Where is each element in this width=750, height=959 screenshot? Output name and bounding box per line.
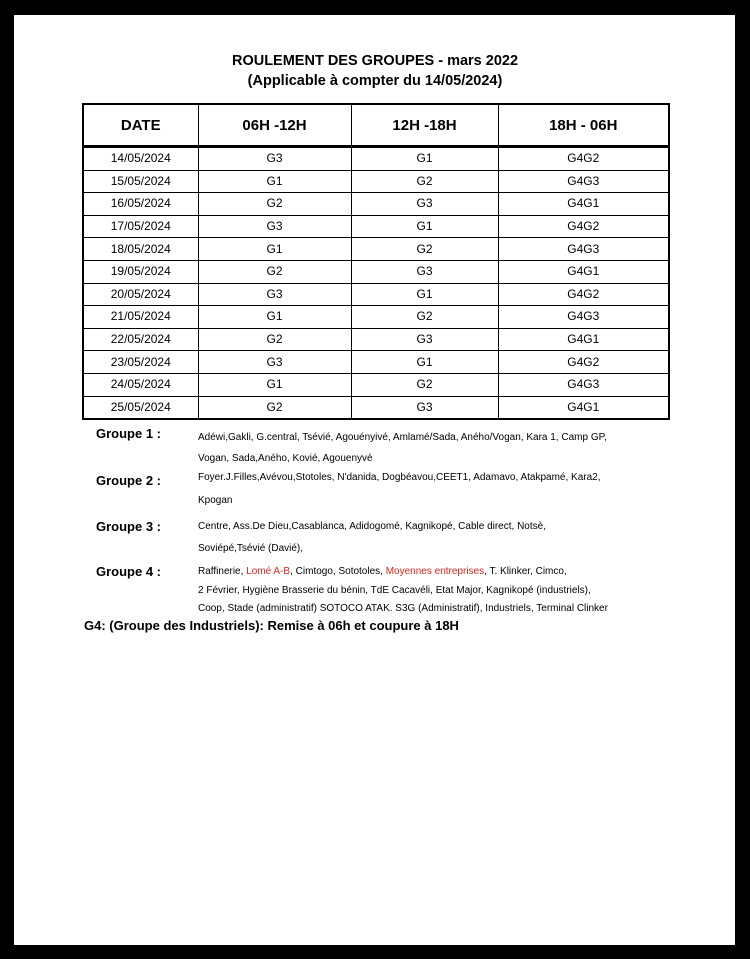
table-row bbox=[83, 238, 669, 261]
shift-cell: G3 bbox=[351, 396, 498, 419]
table-row bbox=[83, 147, 669, 171]
group-1-label: Groupe 1 : bbox=[96, 426, 162, 441]
group-2-line-1: Foyer.J.Filles,Avévou,Stotoles, N'danida, Dogbéavou,CEET1, Adamavo, Atakpamé, Kara2, bbox=[198, 472, 601, 483]
table-row bbox=[83, 283, 669, 306]
shift-cell: G4G3 bbox=[498, 373, 669, 396]
shift-cell: G1 bbox=[351, 283, 498, 306]
table-row bbox=[83, 328, 669, 351]
shift-cell: G2 bbox=[198, 260, 351, 283]
shift-cell: G4G1 bbox=[498, 396, 669, 419]
shift-cell: G3 bbox=[351, 328, 498, 351]
group-1-line-2: Vogan, Sada,Aného, Kovié, Agouenyvé bbox=[198, 453, 373, 464]
group-4-highlight-lome: Lomé A-B bbox=[246, 566, 291, 577]
table-row bbox=[83, 193, 669, 216]
date-cell: 15/05/2024 bbox=[83, 170, 198, 193]
group-4-text: Raffinerie, bbox=[198, 566, 247, 577]
column-header-shift-afternoon: 12H -18H bbox=[351, 104, 498, 147]
shift-cell: G4G1 bbox=[498, 193, 669, 216]
date-cell: 18/05/2024 bbox=[83, 238, 198, 261]
date-cell: 16/05/2024 bbox=[83, 193, 198, 216]
document-subtitle: (Applicable à compter du 14/05/2024) bbox=[247, 73, 503, 89]
shift-cell: G2 bbox=[351, 170, 498, 193]
shift-cell: G3 bbox=[198, 283, 351, 306]
group-3-label: Groupe 3 : bbox=[96, 519, 162, 534]
group-4-line-2: 2 Février, Hygiène Brasserie du bénin, TdE Cacavéli, Etat Major, Kagnikopé (industriels), bbox=[198, 585, 591, 596]
table-header-row bbox=[83, 104, 669, 147]
group-1-line-1: Adéwi,Gakli, G.central, Tsévié, Agouényivé, Amlamé/Sada, Aného/Vogan, Kara 1, Camp GP, bbox=[198, 432, 607, 443]
column-header-shift-morning: 06H -12H bbox=[198, 104, 351, 147]
group-4-text: , Cimtogo, Sototoles, bbox=[290, 566, 386, 577]
group-4-line-1 bbox=[198, 566, 567, 577]
shift-cell: G3 bbox=[198, 147, 351, 171]
date-cell: 20/05/2024 bbox=[83, 283, 198, 306]
shift-cell: G4G1 bbox=[498, 328, 669, 351]
group-4-line-3: Coop, Stade (administratif) SOTOCO ATAK. S3G (Administratif), Industriels, Terminal Clinker bbox=[198, 603, 608, 614]
shift-cell: G4G3 bbox=[498, 306, 669, 329]
shift-cell: G4G2 bbox=[498, 351, 669, 374]
table-row bbox=[83, 373, 669, 396]
date-cell: 19/05/2024 bbox=[83, 260, 198, 283]
shift-cell: G3 bbox=[198, 215, 351, 238]
group-4-highlight-moyennes: Moyennes entreprises bbox=[385, 566, 485, 577]
table-row bbox=[83, 215, 669, 238]
shift-cell: G4G2 bbox=[498, 147, 669, 171]
group-4-text: , T. Klinker, Cimco, bbox=[484, 566, 567, 577]
shift-cell: G1 bbox=[198, 238, 351, 261]
shift-cell: G2 bbox=[198, 328, 351, 351]
rotation-table bbox=[82, 103, 670, 420]
shift-cell: G2 bbox=[351, 238, 498, 261]
group-4-label: Groupe 4 : bbox=[96, 564, 162, 579]
shift-cell: G3 bbox=[351, 193, 498, 216]
date-cell: 21/05/2024 bbox=[83, 306, 198, 329]
shift-cell: G1 bbox=[351, 215, 498, 238]
shift-cell: G1 bbox=[351, 147, 498, 171]
group-3-line-2: Soviépé,Tsévié (Davié), bbox=[198, 543, 304, 554]
column-header-shift-night: 18H - 06H bbox=[498, 104, 669, 147]
group-2-label: Groupe 2 : bbox=[96, 473, 162, 488]
date-cell: 23/05/2024 bbox=[83, 351, 198, 374]
date-cell: 25/05/2024 bbox=[83, 396, 198, 419]
date-cell: 22/05/2024 bbox=[83, 328, 198, 351]
shift-cell: G2 bbox=[198, 193, 351, 216]
date-cell: 17/05/2024 bbox=[83, 215, 198, 238]
table-row bbox=[83, 351, 669, 374]
date-cell: 14/05/2024 bbox=[83, 147, 198, 171]
date-cell: 24/05/2024 bbox=[83, 373, 198, 396]
shift-cell: G3 bbox=[198, 351, 351, 374]
group-2-line-2: Kpogan bbox=[198, 495, 233, 506]
shift-cell: G4G3 bbox=[498, 170, 669, 193]
group-3-line-1: Centre, Ass.De Dieu,Casablanca, Adidogomé, Kagnikopé, Cable direct, Notsè, bbox=[198, 521, 546, 532]
table-row bbox=[83, 170, 669, 193]
shift-cell: G1 bbox=[198, 373, 351, 396]
table-row bbox=[83, 260, 669, 283]
shift-cell: G4G3 bbox=[498, 238, 669, 261]
table-row bbox=[83, 396, 669, 419]
shift-cell: G4G2 bbox=[498, 283, 669, 306]
shift-cell: G1 bbox=[351, 351, 498, 374]
table-row bbox=[83, 306, 669, 329]
shift-cell: G2 bbox=[351, 373, 498, 396]
shift-cell: G3 bbox=[351, 260, 498, 283]
footer-note: G4: (Groupe des Industriels): Remise à 06h et coupure à 18H bbox=[84, 618, 459, 633]
column-header-date: DATE bbox=[83, 104, 198, 147]
shift-cell: G1 bbox=[198, 306, 351, 329]
shift-cell: G4G2 bbox=[498, 215, 669, 238]
document-title: ROULEMENT DES GROUPES - mars 2022 bbox=[231, 53, 519, 69]
shift-cell: G1 bbox=[198, 170, 351, 193]
shift-cell: G4G1 bbox=[498, 260, 669, 283]
shift-cell: G2 bbox=[351, 306, 498, 329]
shift-cell: G2 bbox=[198, 396, 351, 419]
